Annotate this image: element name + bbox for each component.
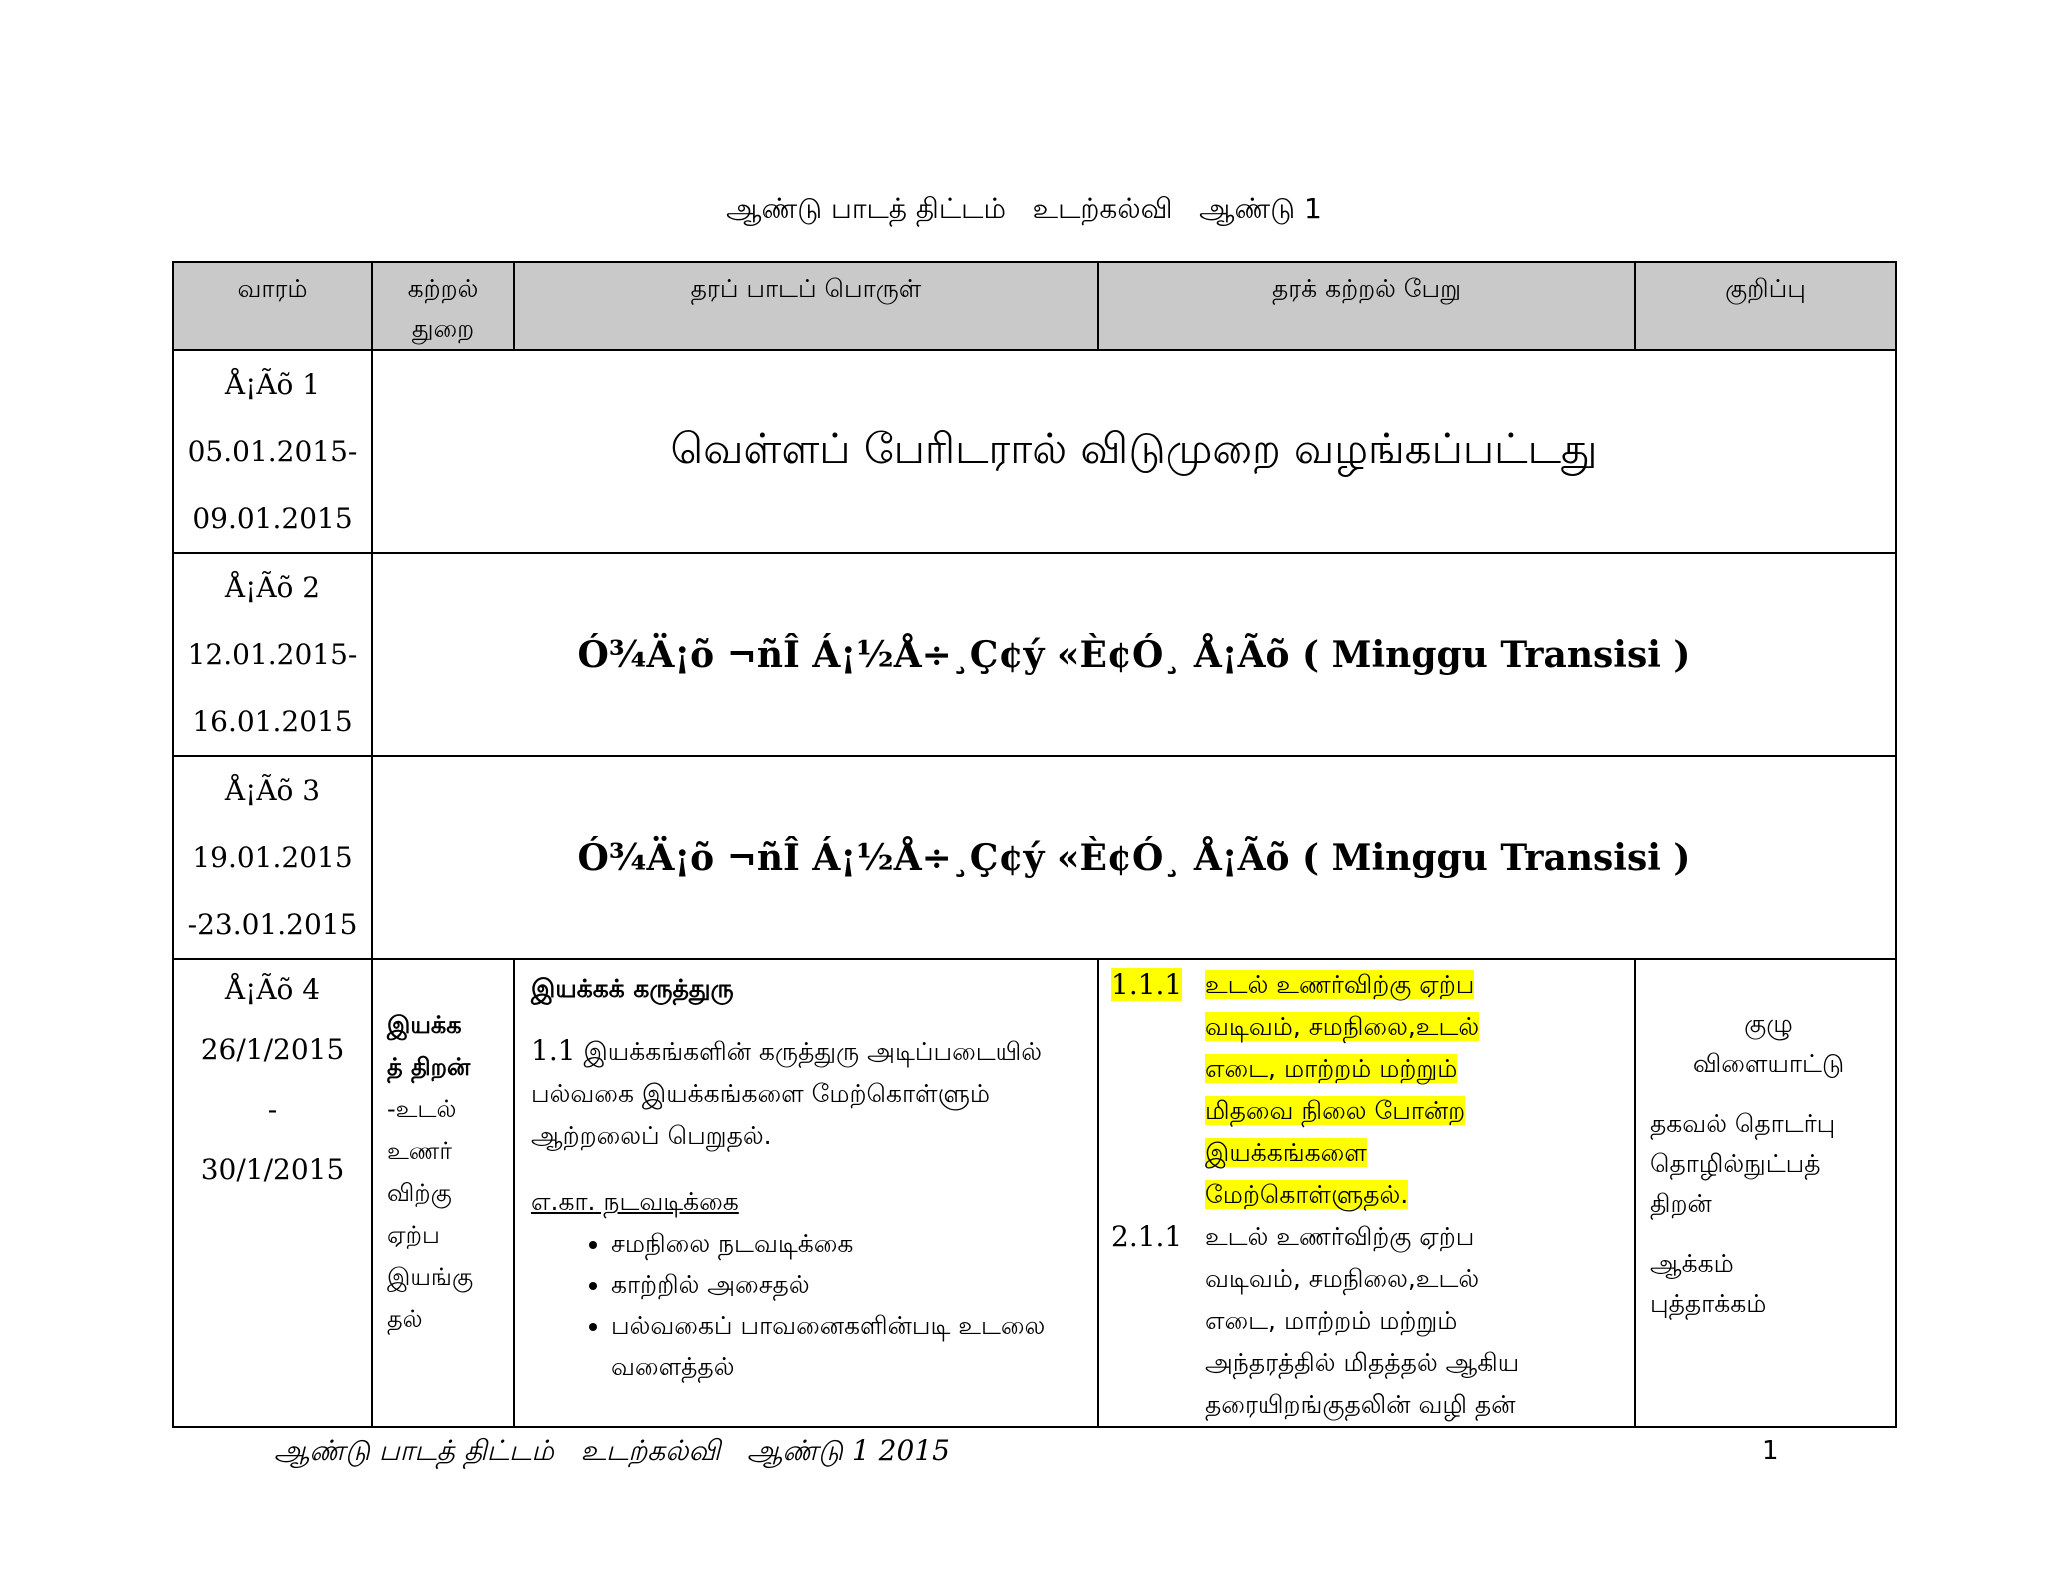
standard-line: எடை, மாற்றம் மற்றும்: [1205, 1306, 1458, 1335]
header-learning-standard: தரக் கற்றல் பேறு: [1098, 262, 1635, 350]
page-footer: ஆண்டு பாடத் திட்டம் உடற்கல்வி ஆண்டு 1 2015: [274, 1434, 950, 1467]
document-title: ஆண்டு பாடத் திட்டம் உடற்கல்வி ஆண்டு 1: [726, 192, 1322, 225]
standard-line: வடிவம், சமநிலை,உடல்: [1205, 1012, 1480, 1041]
skill-line: தல்: [387, 1305, 423, 1333]
header-field: கற்றல் துறை: [372, 262, 514, 350]
header-week: வாரம்: [173, 262, 372, 350]
note-line: தகவல் தொடர்பு: [1650, 1109, 1836, 1138]
week-cell: [173, 756, 372, 959]
learning-standard-1: [1111, 964, 1626, 1216]
standard-line: அந்தரத்தில் மிதத்தல் ஆகிய: [1205, 1348, 1520, 1377]
content-standard-description: இயக்கங்களின் கருத்துரு அடிப்படையில் பல்வகை இயக்கங்களை மேற்கொள்ளும் ஆற்றலைப் பெறுதல்.: [531, 1037, 1043, 1150]
note-creativity: [1650, 1244, 1887, 1324]
transition-week-notice: Ó¾Ä¡õ ¬ñÎ Á¡½Å÷¸Ç¢ý «È¢Ó¸ Å¡Ãõ ( Minggu Transisi ): [372, 553, 1896, 756]
week-cell: [173, 553, 372, 756]
table-row: [173, 756, 1896, 959]
learning-field-cell: [372, 959, 514, 1427]
lesson-plan-table: [172, 261, 1897, 1428]
week-date-start: 26/1/2015: [200, 1033, 345, 1066]
standard-code: 2.1.1: [1111, 1220, 1183, 1253]
note-group-play: [1650, 1004, 1887, 1084]
holiday-notice: வெள்ளப் பேரிடரால் விடுமுறை வழங்கப்பட்டது: [372, 350, 1896, 553]
skill-title-line1: இயக்க: [387, 1011, 462, 1039]
standard-line: உடல் உணர்விற்கு ஏற்ப: [1205, 970, 1475, 999]
table-header-row: [173, 262, 1896, 350]
table-row: [173, 959, 1896, 1427]
skill-line: விற்கு: [387, 1179, 452, 1207]
skill-line: உணர்: [387, 1137, 452, 1165]
content-standard-cell: [514, 959, 1098, 1427]
standard-text: [1205, 964, 1626, 1216]
transition-week-notice: Ó¾Ä¡õ ¬ñÎ Á¡½Å÷¸Ç¢ý «È¢Ó¸ Å¡Ãõ ( Minggu Transisi ): [372, 756, 1896, 959]
header-content-standard: தரப் பாடப் பொருள்: [514, 262, 1098, 350]
week-cell: [173, 959, 372, 1427]
skill-line: இயங்கு: [387, 1263, 474, 1291]
week-label: Å¡Ãõ 4: [224, 973, 321, 1006]
content-standard-text: [531, 1030, 1085, 1157]
week-label: Å¡Ãõ 2: [224, 571, 321, 604]
week-date-end: 16.01.2015: [192, 705, 353, 738]
skill-title-line2: த் திறன்: [387, 1053, 471, 1081]
table-row: [173, 553, 1896, 756]
page-number: 1: [1762, 1436, 1779, 1466]
standard-text: [1205, 1216, 1626, 1426]
week-date-start: 05.01.2015-: [187, 435, 358, 468]
note-line: தொழில்நுட்பத்: [1650, 1149, 1821, 1178]
header-notes: குறிப்பு: [1635, 262, 1896, 350]
week-cell: [173, 350, 372, 553]
standard-line: மேற்கொள்ளுதல்.: [1205, 1180, 1409, 1209]
note-line: குழு: [1744, 1009, 1793, 1038]
week-label: Å¡Ãõ 3: [224, 774, 321, 807]
list-item: • பல்வகைப் பாவனைகளின்படி உடலை வளைத்தல்: [611, 1305, 1085, 1387]
skill-line: ஏற்ப: [387, 1221, 440, 1249]
example-activity-label: எ.கா. நடவடிக்கை: [531, 1187, 739, 1216]
note-line: புத்தாக்கம்: [1650, 1289, 1767, 1318]
list-item: • காற்றில் அசைதல்: [611, 1264, 1085, 1305]
activity-list: [531, 1223, 1085, 1387]
table-row: [173, 350, 1896, 553]
note-line: ஆக்கம்: [1650, 1249, 1734, 1278]
content-heading: இயக்கக் கருத்துரு: [531, 974, 734, 1003]
note-line: விளையாட்டு: [1692, 1049, 1845, 1078]
week-date-start: 19.01.2015: [192, 841, 353, 874]
list-item: • சமநிலை நடவடிக்கை: [611, 1223, 1085, 1264]
standard-line: தரையிறங்குதலின் வழி தன்: [1205, 1390, 1516, 1419]
week-date-dash: -: [267, 1093, 278, 1126]
standard-line: உடல் உணர்விற்கு ஏற்ப: [1205, 1222, 1475, 1251]
note-ict: [1650, 1104, 1887, 1224]
standard-line: இயக்கங்களை: [1205, 1138, 1367, 1167]
standard-line: வடிவம், சமநிலை,உடல்: [1205, 1264, 1480, 1293]
notes-cell: [1635, 959, 1896, 1427]
skill-line: -உடல்: [387, 1095, 457, 1123]
standard-line: எடை, மாற்றம் மற்றும்: [1205, 1054, 1458, 1083]
week-date-start: 12.01.2015-: [187, 638, 358, 671]
learning-standard-2: [1111, 1216, 1626, 1426]
week-date-end: -23.01.2015: [187, 908, 358, 941]
week-date-end: 09.01.2015: [192, 502, 353, 535]
content-standard-number: 1.1: [531, 1034, 576, 1067]
standard-line: மிதவை நிலை போன்ற: [1205, 1096, 1466, 1125]
week-date-end: 30/1/2015: [200, 1153, 345, 1186]
standard-code: 1.1.1: [1111, 968, 1183, 1001]
note-line: திறன்: [1650, 1189, 1712, 1218]
learning-standard-cell: [1098, 959, 1635, 1427]
week-label: Å¡Ãõ 1: [224, 368, 321, 401]
